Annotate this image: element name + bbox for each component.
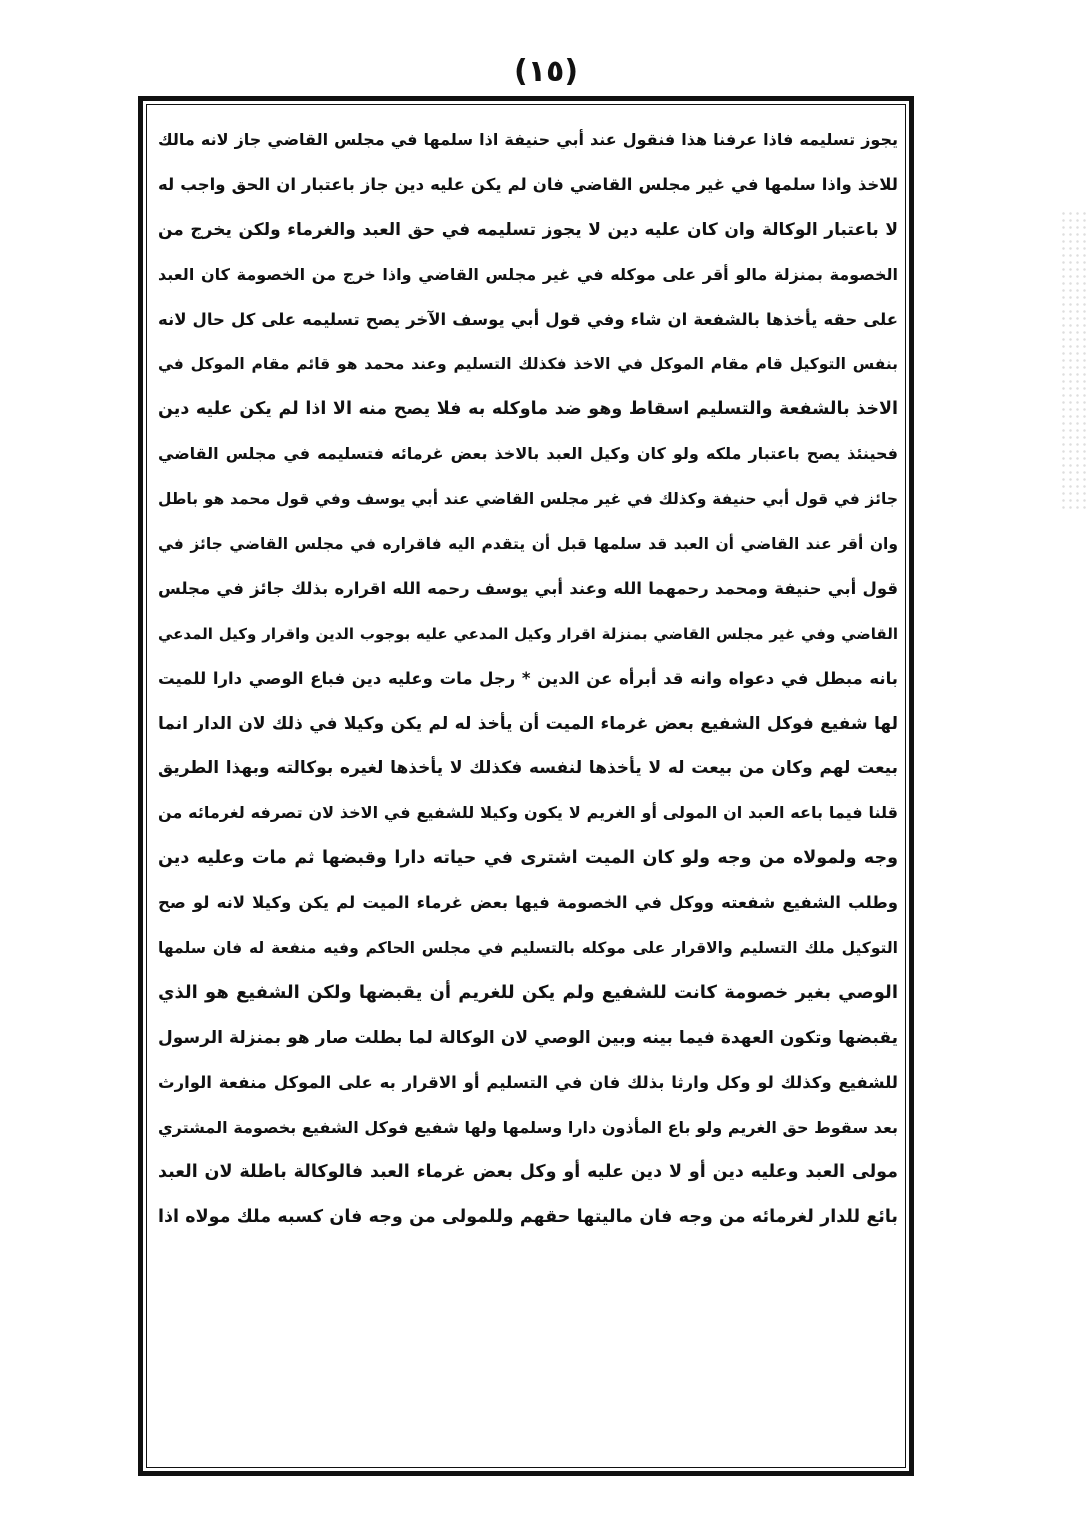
text-line: الخصومة بمنزلة مالو أقر على موكله في غير مجلس القاضي واذا خرج من الخصومة كان العبد	[158, 264, 898, 284]
text-line: على حقه يأخذها بالشفعة ان شاء وفي قول أبي يوسف الآخر يصح تسليمه على كل حال لانه	[158, 309, 898, 329]
text-line: لها شفيع فوكل الشفيع بعض غرماء الميت أن يأخذ له لم يكن وكيلا في ذلك لان الدار انما	[158, 713, 898, 734]
text-line: جائز في قول أبي حنيفة وكذلك في غير مجلس القاضي عند أبي يوسف وفي قول محمد هو باطل	[158, 490, 898, 509]
text-line: قول أبي حنيفة ومحمد رحمهما الله وعند أبي يوسف رحمه الله اقراره بذلك جائز في مجلس	[158, 578, 898, 598]
text-line: للشفيع وكذلك لو وكل وارثا بذلك فان في التسليم أو الاقرار به على الموكل منفعة الوارث	[158, 1072, 898, 1092]
text-line: بائع للدار لغرمائه من وجه فان ماليتها حقهم وللمولى من وجه فان كسبه ملك مولاه اذا	[158, 1207, 898, 1228]
text-line: الاخذ بالشفعة والتسليم اسقاط وهو ضد ماوكله به فلا يصح منه الا اذا لم يكن عليه دين	[158, 399, 898, 420]
text-line: وان أقر عند القاضي أن العبد قد سلمها قبل أن يتقدم اليه فاقراره في مجلس القاضي جائز في	[158, 535, 898, 554]
text-body	[158, 118, 898, 1240]
text-line: وجه ولمولاه من وجه ولو كان الميت اشترى في حياته دارا وقبضها ثم مات وعليه دين	[158, 848, 898, 869]
text-line: يجوز تسليمه فاذا عرفنا هذا فنقول عند أبي حنيفة اذا سلمها في مجلس القاضي جاز لانه مالك	[158, 130, 898, 149]
text-line: مولى العبد وعليه دين أو لا دين عليه أو وكل بعض غرماء العبد فالوكالة باطلة لان العبد	[158, 1162, 898, 1183]
page-number: (١٥)	[513, 54, 579, 89]
text-line: يقبضها وتكون العهدة فيما بينه وبين الوصي لان الوكالة لما بطلت صار هو بمنزلة الرسول	[158, 1027, 898, 1048]
scan-noise	[1060, 210, 1088, 510]
text-line: للاخذ واذا سلمها في غير مجلس القاضي فان لم يكن عليه دين جاز باعتبار ان الحق واجب له	[158, 174, 898, 194]
text-line: فحينئذ يصح باعتبار ملكه ولو كان وكيل العبد بالاخذ بعض غرمائه فتسليمه في مجلس القاضي	[158, 444, 898, 464]
text-line: بعد سقوط حق الغريم ولو باع المأذون دارا وسلمها ولها شفيع فوكل الشفيع بخصومة المشتري	[158, 1117, 898, 1137]
text-line: بيعت لهم وكان من بيعت له لا يأخذها لنفسه فكذلك لا يأخذها لغيره بوكالته وبهذا الطريق	[158, 758, 898, 779]
text-line: وطلب الشفيع شفعته ووكل في الخصومة فيها بعض غرماء الميت لم يكن وكيلا لانه لو صح	[158, 893, 898, 913]
text-line: بانه مبطل في دعواه وانه قد أبرأه عن الدين * رجل مات وعليه دين فباع الوصي دارا للميت	[158, 668, 898, 688]
text-line: التوكيل ملك التسليم والاقرار على موكله بالتسليم في مجلس الحاكم وفيه منفعة له فان سلمها	[158, 939, 898, 958]
text-line: بنفس التوكيل قام مقام الموكل في الاخذ فكذلك التسليم وعند محمد هو قائم مقام الموكل في	[158, 355, 898, 374]
text-line: القاضي وفي غير مجلس القاضي بمنزلة اقرار وكيل المدعي عليه بوجوب الدين واقرار وكيل المدعي	[158, 624, 898, 643]
text-line: لا باعتبار الوكالة وان كان عليه دين لا يجوز تسليمه في حق العبد والغرماء ولكن يخرج من	[158, 219, 898, 240]
text-line: قلنا فيما باعه العبد ان المولى أو الغريم لا يكون وكيلا للشفيع في الاخذ لان تصرفه لغرمائه من	[158, 803, 898, 823]
text-line: الوصي بغير خصومة كانت للشفيع ولم يكن للغريم أن يقبضها ولكن الشفيع هو الذي	[158, 981, 898, 1003]
